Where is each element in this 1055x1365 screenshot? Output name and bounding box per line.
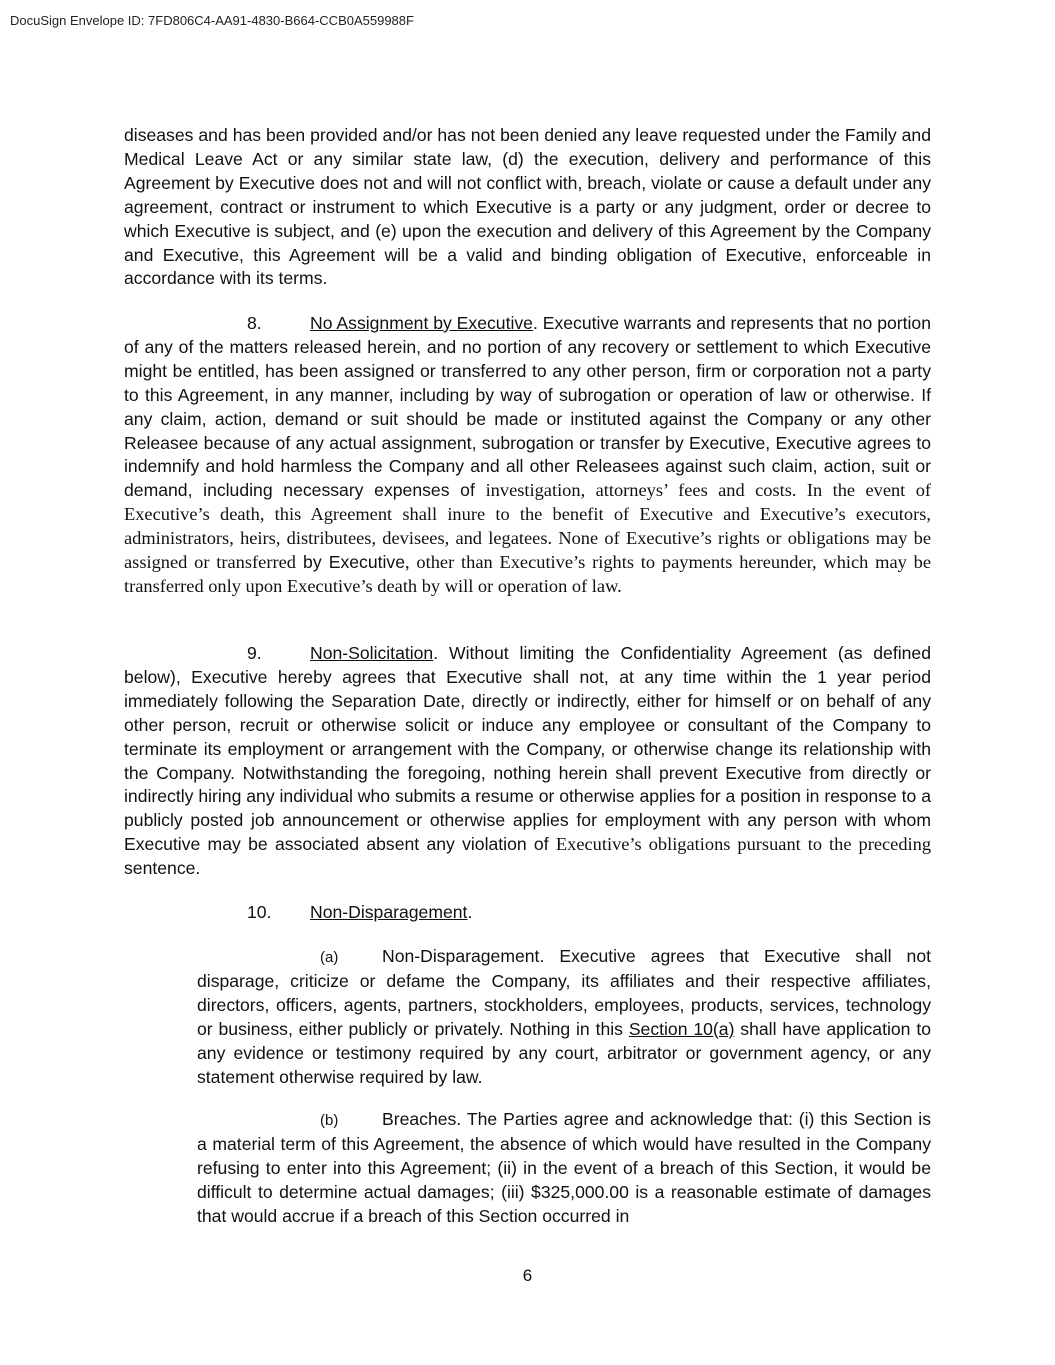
section-10a [197,945,931,1089]
page-number: 6 [522,1266,533,1285]
section-10-number: 10. [247,902,272,922]
section-8-text-c: by Executive [303,552,406,573]
section-10b-text: Breaches. The Parties agree and acknowledge that: (i) this Section is a material term of this Agreement, the absence of which would have resulted in the Company refusing to enter into this Agreement; (ii) in the event of a breach of this Section, it would be difficult to determine actual damages; (iii) $325,000.00 is a reasonable estimate of damages that would accrue if a breach of this Section occurred in [197,1109,931,1226]
section-8-heading: No Assignment by Executive [310,313,533,333]
section-10-heading-suffix: . [467,902,473,922]
continuation-text: diseases and has been provided and/or has not been denied any leave requested under the Family and Medical Leave Act or any similar state law, (d) the execution, delivery and performance of this Agreement by Executive does not and will not conflict with, breach, violate or cause a default under any agreement, contract or instrument to which Executive is a party or any judgment, order or decree to which Executive is subject, and (e) upon the execution and delivery of this Agreement by the Company and Executive, this Agreement will be a valid and binding obligation of Executive, enforceable in accordance with its terms. [124,125,931,289]
section-9-text-a: . Without limiting the Confidentiality Agreement (as defined below), Executive hereby agrees that Executive shall not, at any time within the 1 year period immediately following the Separation Date, directly or indirectly, either for himself or on behalf of any other person, recruit or otherwise solicit or induce any employee or consultant of the Company to terminate its employment or arrangement with the Company, or otherwise change its relationship with the Company. Notwithstanding the foregoing, nothing herein shall prevent Executive from directly or indirectly hiring any individual who submits a resume or otherwise applies for a position in response to a publicly posted job announcement or otherwise applies for employment with any person with whom Executive may be associated absent any violation of [124,643,931,855]
section-9-heading: Non-Solicitation [310,643,434,663]
section-10a-reference: Section 10(a) [628,1018,735,1039]
section-9 [124,642,931,881]
section-10a-label: (a) [320,949,339,966]
docusign-envelope-id: DocuSign Envelope ID: 7FD806C4-AA91-4830-B664-CCB0A559988F [10,13,414,28]
section-9-number: 9. [247,643,262,663]
section-10b [197,1108,931,1229]
section-9-text-c: sentence. [124,858,201,879]
section-10 [124,901,931,925]
section-10a-text-a: Non-Disparagement. Executive agrees that Executive shall not disparage, criticize or defame the Company, its affiliates and their respective affiliates, directors, officers, agents, partners, stockholders, employees, products, services, technology or business, either publicly or privately. Nothing in this [197,946,931,1039]
section-10b-label: (b) [320,1112,339,1129]
section-10a-text-b: shall have application to any evidence or testimony required by any court, arbitrator or government agency, or any statement otherwise required by law. [197,1018,931,1087]
section-8 [124,312,931,599]
continuation-paragraph [124,124,931,291]
section-10-heading: Non-Disparagement [310,902,468,922]
section-8-text-a: . Executive warrants and represents that no portion of any of the matters released herein, and no portion of any recovery or settlement to which Executive might be entitled, has been assigned or transferred to any other person, firm or corporation not a party to this Agreement, in any manner, including by way of subrogation or operation of law or otherwise. If any claim, action, demand or suit should be made or instituted against the Company or any other Releasee because of any actual assignment, subrogation or transfer by Executive, Executive agrees to indemnify and hold harmless the Company and all other Releasees against such claim, action, suit or demand, including necessary expenses of [124,313,932,501]
section-9-text-b: Executive’s obligations pursuant to the preceding [555,834,932,855]
section-8-number: 8. [247,313,262,333]
section-8-text-b: investigation, attorneys’ fees and costs. In the event of Executive’s death, this Agreement shall inure to the benefit of Executive and Executive’s executors, administrators, heirs, distributees, devisees, and legatees. None of Executive’s rights or obligations may be assigned or transferred [124,480,932,573]
section-8-text-d: , other than Executive’s rights to payments hereunder, which may be transferred only upon Executive’s death by will or operation of law. [124,552,932,596]
